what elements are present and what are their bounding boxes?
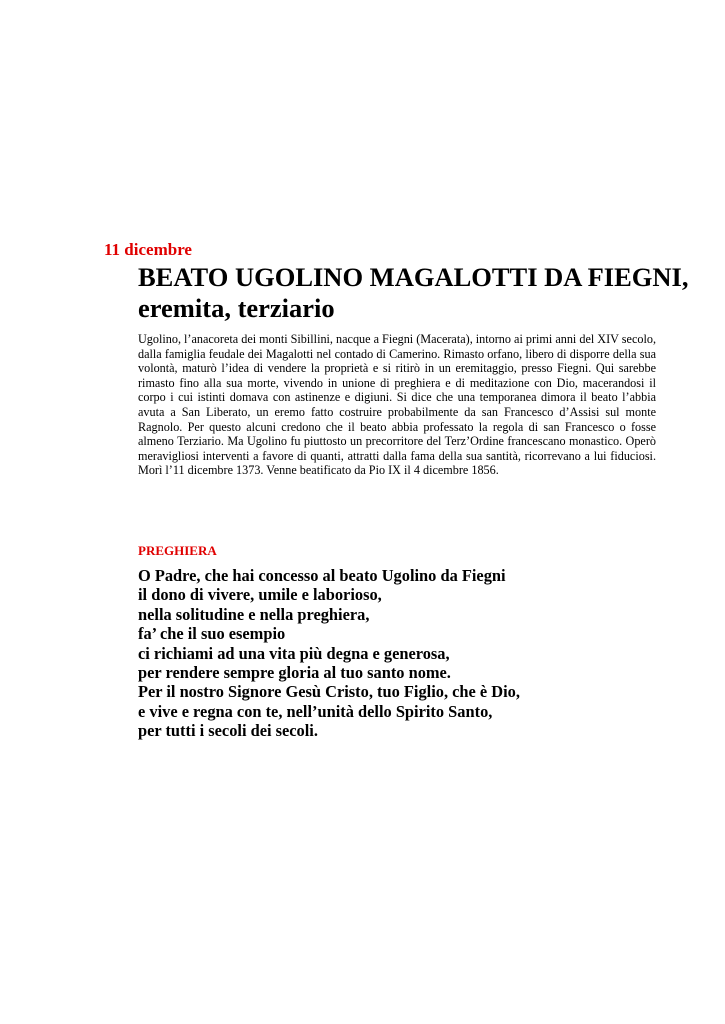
prayer-line: per rendere sempre gloria al tuo santo nome. <box>138 663 451 683</box>
prayer-heading: PREGHIERA <box>138 543 217 558</box>
prayer-line: fa’ che il suo esempio <box>138 624 286 644</box>
prayer-line: il dono di vivere, umile e laborioso, <box>138 585 382 605</box>
prayer-line: Per il nostro Signore Gesù Cristo, tuo Figlio, che è Dio, <box>138 682 520 702</box>
page-title <box>138 262 698 324</box>
prayer-line: per tutti i secoli dei secoli. <box>138 721 318 741</box>
prayer-line: e vive e regna con te, nell’unità dello Spirito Santo, <box>138 701 493 721</box>
prayer-text <box>138 566 698 741</box>
title-line-name: BEATO UGOLINO MAGALOTTI DA FIEGNI, <box>138 262 689 292</box>
biography-paragraph: Ugolino, l’anacoreta dei monti Sibillini, nacque a Fiegni (Macerata), intorno ai primi anni del XIV secolo, dalla famiglia feudale dei Magalotti nel contado di Camerino. Rimasto orfano, libero di disporre della sua volontà, maturò l’idea di vendere la proprietà e si ritirò in un eremitaggio, presso Fiegni. Qui sarebbe rimasto fino alla sua morte, vivendo in unione di preghiera e di meditazione con Dio, macerandosi il corpo i cui istinti domava con astinenze e digiuni. Si dice che una temporanea dimora il beato l’abbia avuta a San Liberato, un eremo fatto costruire probabilmente da san Francesco d’Assisi sul monte Ragnolo. Per questo alcuni credono che il beato abbia professato la regola di san Francesco o fosse almeno Terziario. Ma Ugolino fu piuttosto un precorritore del Terz’Ordine francescano monastico. Operò meravigliosi interventi a favore di quanti, attratti dalla fama della sua santità, ricorrevano a lui fiduciosi. Morì l’11 dicembre 1373. Venne beatificato da Pio IX il 4 dicembre 1856. <box>138 332 656 478</box>
prayer-line: nella solitudine e nella preghiera, <box>138 604 370 624</box>
feast-date: 11 dicembre <box>104 240 192 259</box>
title-line-subtitle: eremita, terziario <box>138 293 335 323</box>
prayer-line: O Padre, che hai concesso al beato Ugolino da Fiegni <box>138 566 506 585</box>
prayer-line: ci richiami ad una vita più degna e generosa, <box>138 643 450 663</box>
